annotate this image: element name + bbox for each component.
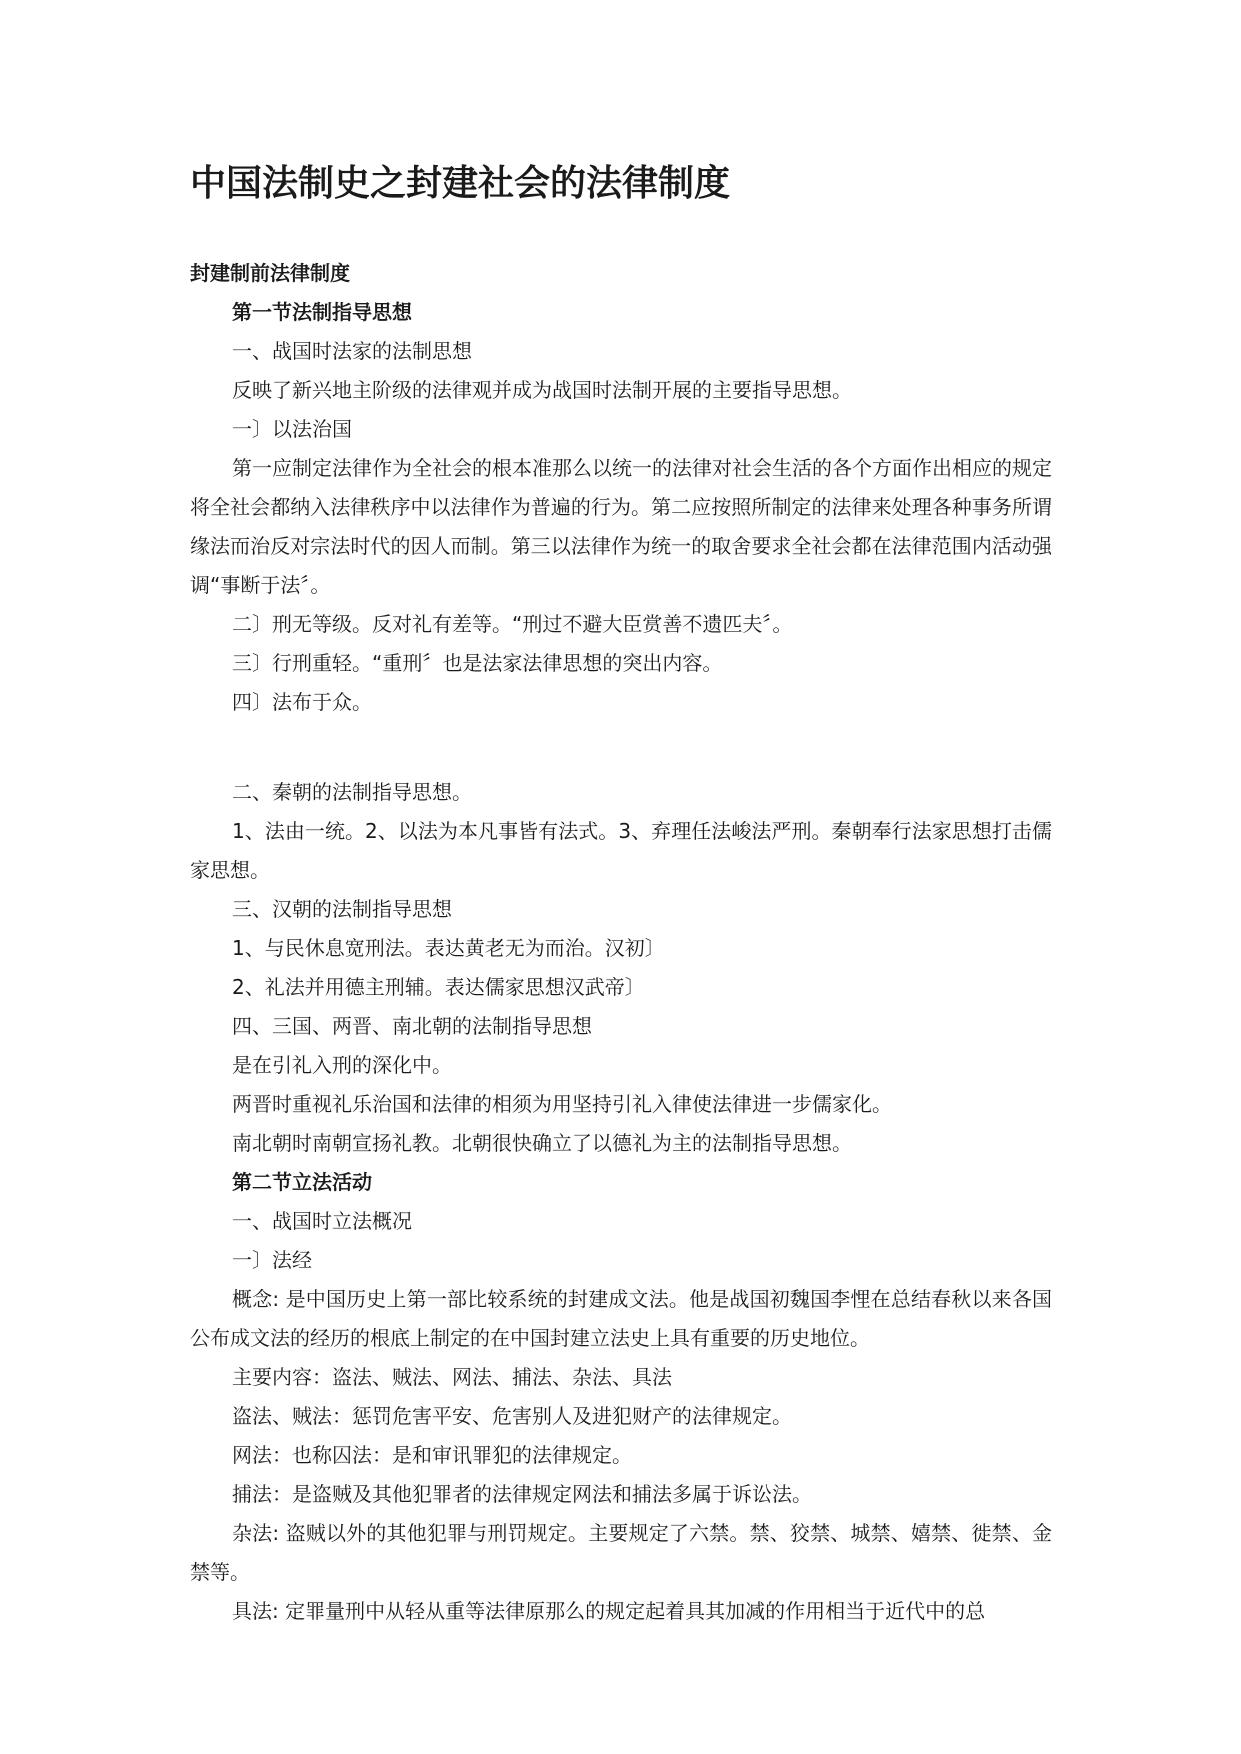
part-title: 二、秦朝的法制指导思想。 — [232, 780, 472, 804]
chapter-heading: 封建制前法律制度 — [190, 261, 350, 285]
paragraph: 南北朝时南朝宣扬礼教。北朝很快确立了以德礼为主的法制指导思想。 — [232, 1131, 852, 1155]
blank-line — [190, 761, 1052, 773]
point-title: 一〕法经 — [232, 1248, 312, 1272]
part-title: 一、战国时法家的法制思想 — [232, 339, 472, 363]
paragraph: 第一应制定法律作为全社会的根本准那么以统一的法律对社会生活的各个方面作出相应的规定将全社会都纳入法律秩序中以法律作为普遍的行为。第二应按照所制定的法律来处理各种事务所谓缘法而治反对宗法时代的因人而制。第三以法律作为统一的取舍要求全社会都在法律范围内活动强调“事断于法〞。 — [190, 456, 1052, 597]
paragraph: 具法: 定罪量刑中从轻从重等法律原那么的规定起着具其加减的作用相当于近代中的总 — [232, 1599, 986, 1623]
paragraph: 网法：也称囚法：是和审讯罪犯的法律规定。 — [232, 1443, 632, 1467]
point-title: 一〕以法治国 — [232, 417, 352, 441]
point-item: 二〕刑无等级。反对礼有差等。“刑过不避大臣赏善不遗匹夫〞。 — [232, 612, 793, 636]
blank-line — [190, 722, 1052, 761]
paragraph: 1、法由一统。2、以法为本凡事皆有法式。3、弃理任法峻法严刑。秦朝奉行法家思想打击儒家思想。 — [190, 819, 1052, 882]
paragraph: 反映了新兴地主阶级的法律观并成为战国时法制开展的主要指导思想。 — [232, 378, 852, 402]
paragraph: 概念: 是中国历史上第一部比较系统的封建成文法。他是战国初魏国李悝在总结春秋以来各国公布成文法的经历的根底上制定的在中国封建立法史上具有重要的历史地位。 — [190, 1287, 1052, 1350]
part-title: 一、战国时立法概况 — [232, 1209, 412, 1233]
paragraph: 捕法：是盗贼及其他犯罪者的法律规定网法和捕法多属于诉讼法。 — [232, 1482, 812, 1506]
paragraph: 杂法: 盗贼以外的其他犯罪与刑罚规定。主要规定了六禁。禁、狡禁、城禁、嬉禁、徙禁、金禁等。 — [190, 1521, 1052, 1584]
section-heading: 第二节立法活动 — [232, 1170, 372, 1194]
list-item: 1、与民休息宽刑法。表达黄老无为而治。汉初〕 — [232, 936, 665, 960]
paragraph: 盗法、贼法：惩罚危害平安、危害别人及进犯财产的法律规定。 — [232, 1404, 792, 1428]
point-item: 四〕法布于众。 — [232, 690, 372, 714]
paragraph: 主要内容：盗法、贼法、网法、捕法、杂法、具法 — [232, 1365, 672, 1389]
part-title: 四、三国、两晋、南北朝的法制指导思想 — [232, 1014, 592, 1038]
list-item: 2、礼法并用德主刑辅。表达儒家思想汉武帝〕 — [232, 975, 645, 999]
paragraph: 两晋时重视礼乐治国和法律的相须为用坚持引礼入律使法律进一步儒家化。 — [232, 1092, 892, 1116]
document-body — [190, 254, 1052, 1631]
section-heading: 第一节法制指导思想 — [232, 300, 412, 324]
point-item: 三〕行刑重轻。“重刑〞也是法家法律思想的突出内容。 — [232, 651, 723, 675]
document-title: 中国法制史之封建社会的法律制度 — [190, 163, 731, 204]
paragraph: 是在引礼入刑的深化中。 — [232, 1053, 452, 1077]
part-title: 三、汉朝的法制指导思想 — [232, 897, 452, 921]
